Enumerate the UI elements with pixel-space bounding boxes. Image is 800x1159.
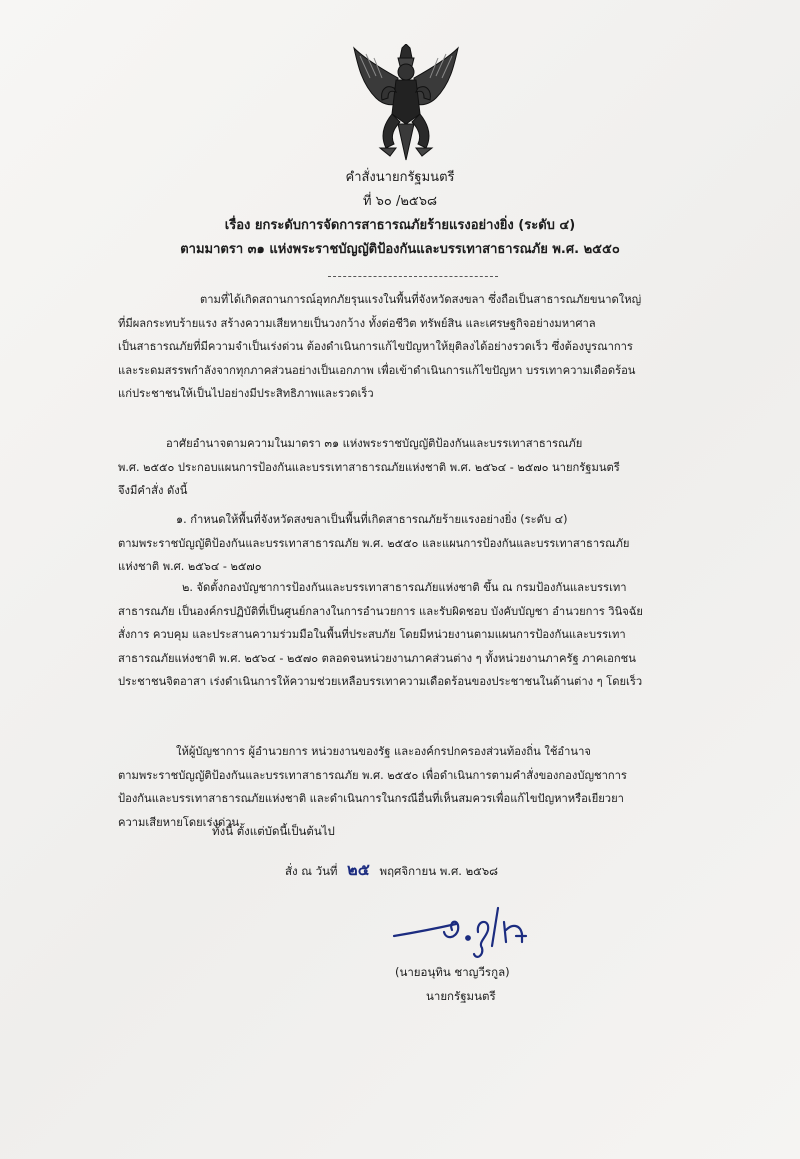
signatory-name: (นายอนุทิน ชาญวีรกูล) — [395, 965, 510, 979]
header-divider — [328, 276, 498, 277]
date-prefix: สั่ง ณ วันที่ — [285, 864, 338, 878]
text-line: อาศัยอำนาจตามความในมาตรา ๓๑ แห่งพระราชบัญญัติป้องกันและบรรเทาสาธารณภัย — [166, 437, 583, 450]
text-line: ให้ผู้บัญชาการ ผู้อำนวยการ หน่วยงานของรัฐ และองค์กรปกครองส่วนท้องถิ่น ใช้อำนาจ — [176, 745, 591, 758]
signatory-position: นายกรัฐมนตรี — [426, 989, 496, 1003]
text-line: ๒. จัดตั้งกองบัญชาการป้องกันและบรรเทาสาธารณภัยแห่งชาติ ขึ้น ณ กรมป้องกันและบรรเทา — [182, 581, 627, 594]
text-line: และระดมสรรพกำลังจากทุกภาคส่วนอย่างเป็นเอกภาพ เพื่อเข้าดำเนินการแก้ไขปัญหา บรรเทาความเดือดร้อน — [118, 363, 636, 377]
text-line: สาธารณภัยแห่งชาติ พ.ศ. ๒๕๖๔ - ๒๕๗๐ ตลอดจนหน่วยงานภาคส่วนต่าง ๆ ทั้งหน่วยงานภาครัฐ ภาคเอกชน — [118, 651, 636, 665]
subject-line-2: ตามมาตรา ๓๑ แห่งพระราชบัญญัติป้องกันและบรรเทาสาธารณภัย พ.ศ. ๒๕๕๐ — [180, 242, 620, 257]
date-suffix: พฤศจิกายน พ.ศ. ๒๕๖๘ — [379, 864, 499, 878]
text-line: แห่งชาติ พ.ศ. ๒๕๖๔ - ๒๕๗๐ — [118, 560, 262, 573]
text-line: ที่มีผลกระทบร้ายแรง สร้างความเสียหายเป็นวงกว้าง ทั้งต่อชีวิต ทรัพย์สิน และเศรษฐกิจอย่างมหาศาล — [118, 316, 596, 330]
subject-line-1: เรื่อง ยกระดับการจัดการสาธารณภัยร้ายแรงอย่างยิ่ง (ระดับ ๔) — [224, 218, 576, 233]
text-line: ตามที่ได้เกิดสถานการณ์อุทกภัยรุนแรงในพื้นที่จังหวัดสงขลา ซึ่งถือเป็นสาธารณภัยขนาดใหญ่ — [200, 293, 642, 306]
issue-date — [285, 858, 498, 883]
text-line: ป้องกันและบรรเทาสาธารณภัยแห่งชาติ และดำเนินการในกรณีอื่นที่เห็นสมควรเพื่อแก้ไขปัญหาหรือเยียวยา — [118, 792, 624, 805]
paragraph-authority — [118, 432, 718, 503]
paragraph-preamble — [118, 288, 718, 406]
date-day: ๒๕ — [347, 860, 370, 879]
garuda-emblem — [350, 44, 462, 162]
text-line: สาธารณภัย เป็นองค์กรปฏิบัติที่เป็นศูนย์กลางในการอำนวยการ และรับผิดชอบ บังคับบัญชา อำนวยการ วินิจฉัย — [118, 604, 643, 618]
text-line: เป็นสาธารณภัยที่มีความจำเป็นเร่งด่วน ต้องดำเนินการแก้ไขปัญหาให้ยุติลงได้อย่างรวดเร็ว ซึ่งต้องบูรณาการ — [118, 340, 633, 353]
text-line: ตามพระราชบัญญัติป้องกันและบรรเทาสาธารณภัย พ.ศ. ๒๕๕๐ เพื่อดำเนินการตามคำสั่งของกองบัญชาการ — [118, 768, 627, 782]
text-line: สั่งการ ควบคุม และประสานความร่วมมือในพื้นที่ประสบภัย โดยมีหน่วยงานตามแผนการป้องกันและบรรเทา — [118, 628, 626, 641]
command-title: คำสั่งนายกรัฐมนตรี — [345, 170, 455, 185]
paragraph-delegation — [118, 740, 718, 834]
command-number: ที่ ๖๐ /๒๕๖๘ — [362, 194, 438, 209]
paragraph-order-2 — [118, 576, 718, 694]
text-line: ประชาชนจิตอาสา เร่งดำเนินการให้ความช่วยเหลือบรรเทาความเดือดร้อนของประชาชนในด้านต่าง ๆ โดยเร็ว — [118, 675, 643, 688]
effective-clause: ทั้งนี้ ตั้งแต่บัดนี้เป็นต้นไป — [212, 824, 335, 838]
text-line: ตามพระราชบัญญัติป้องกันและบรรเทาสาธารณภัย พ.ศ. ๒๕๕๐ และแผนการป้องกันและบรรเทาสาธารณภัย — [118, 536, 630, 550]
text-line: พ.ศ. ๒๕๕๐ ประกอบแผนการป้องกันและบรรเทาสาธารณภัยแห่งชาติ พ.ศ. ๒๕๖๔ - ๒๕๗๐ นายกรัฐมนตรี — [118, 460, 620, 474]
text-line: ความเสียหายโดยเร่งด่วน — [118, 815, 240, 829]
paragraph-order-1 — [118, 508, 718, 579]
text-line: จึงมีคำสั่ง ดังนี้ — [118, 484, 188, 497]
text-line: ๑. กำหนดให้พื้นที่จังหวัดสงขลาเป็นพื้นที่เกิดสาธารณภัยร้ายแรงอย่างยิ่ง (ระดับ ๔) — [176, 513, 568, 526]
text-line: แก่ประชาชนให้เป็นไปอย่างมีประสิทธิภาพและรวดเร็ว — [118, 387, 374, 400]
handwritten-signature — [388, 902, 538, 964]
